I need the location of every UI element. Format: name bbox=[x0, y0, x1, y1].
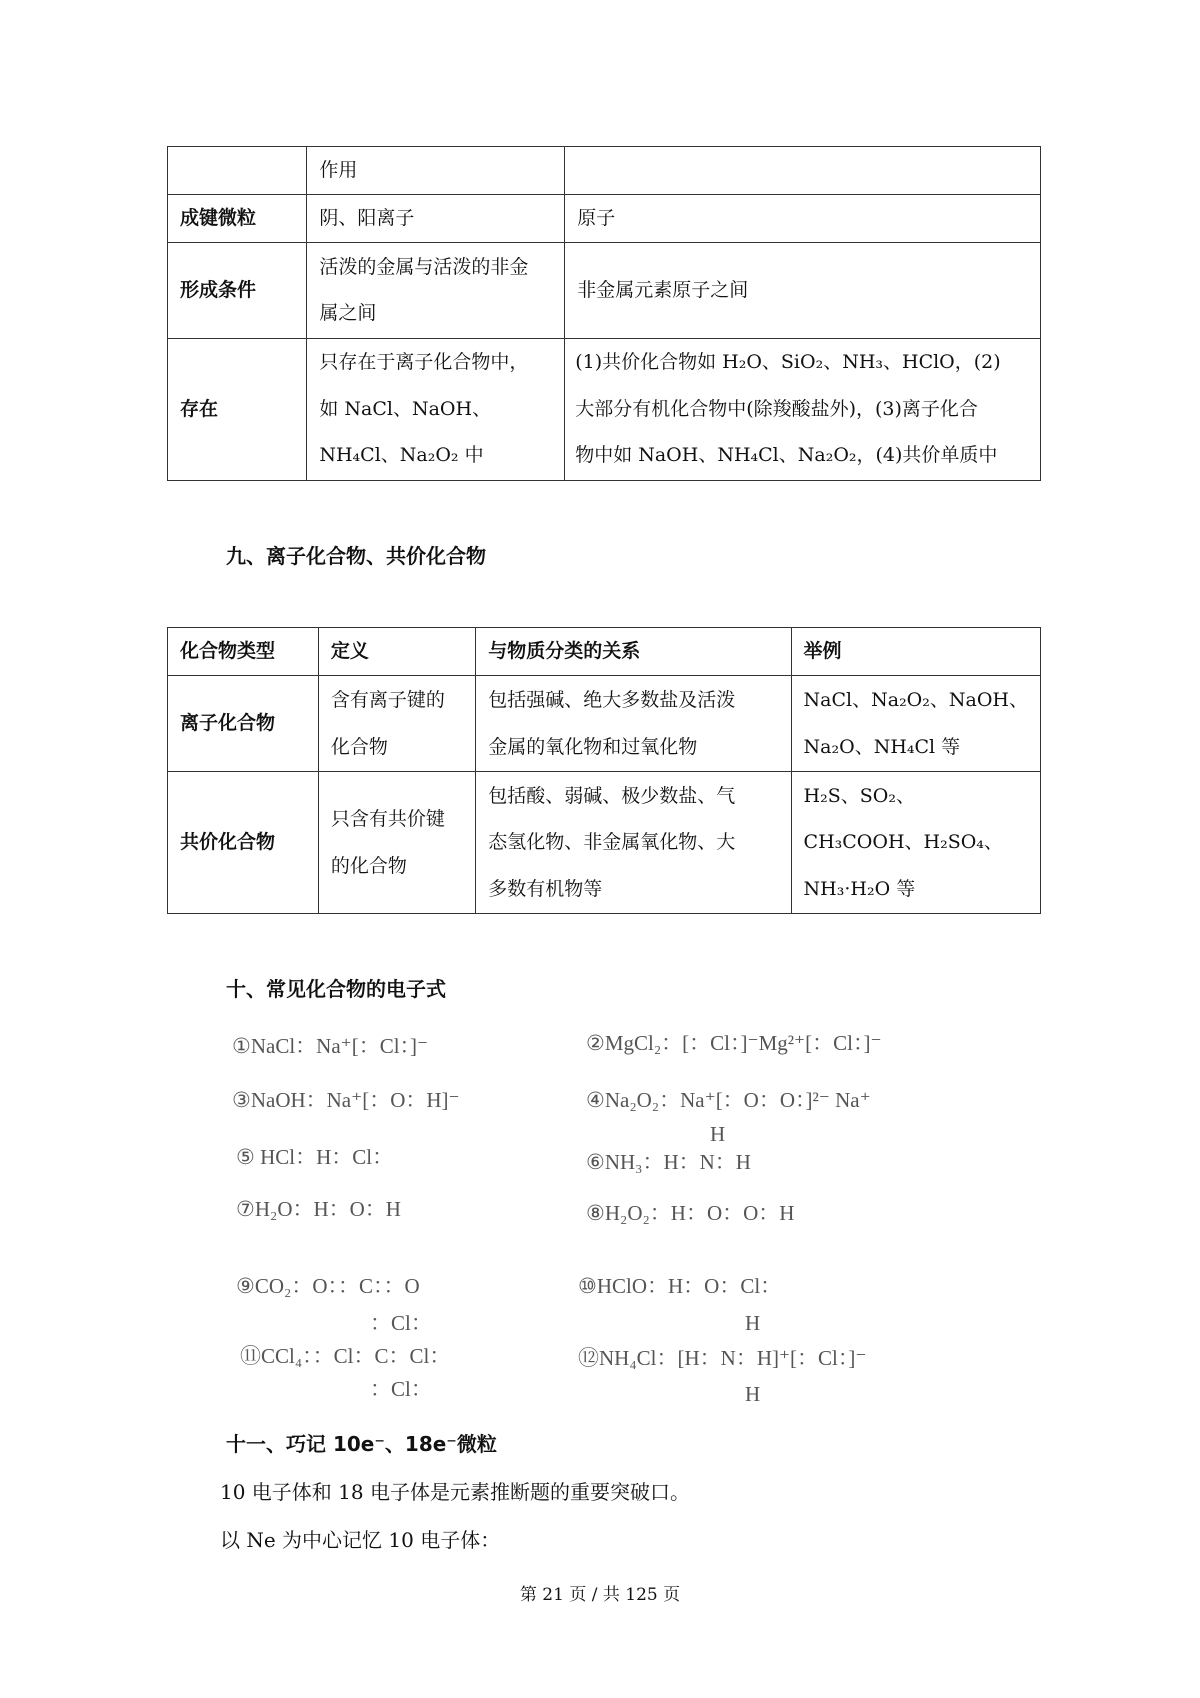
formula-nh3-top: H bbox=[710, 1122, 726, 1146]
formula-nacl: ①NaCl：Na⁺[：Cl：]⁻ bbox=[232, 1034, 429, 1058]
cell-line: Na₂O、NH₄Cl 等 bbox=[803, 735, 961, 758]
cell-line: 多数有机物等 bbox=[488, 877, 603, 900]
formula-na2o2: ④Na₂O₂：Na⁺[：O：O：]²⁻ Na⁺ bbox=[586, 1088, 871, 1112]
cell-line: 如 NaCl、NaOH、 bbox=[319, 397, 492, 420]
column-header: 与物质分类的关系 bbox=[476, 628, 791, 676]
cell-line: NH₃·H₂O 等 bbox=[803, 877, 916, 900]
cell-line: 态氢化物、非金属氧化物、大 bbox=[488, 831, 736, 854]
formula-ccl4-top: ：Cl： bbox=[370, 1311, 432, 1335]
paragraph: 10 电子体和 18 电子体是元素推断题的重要突破口。 bbox=[220, 1480, 690, 1504]
row-header: 成键微粒 bbox=[168, 194, 307, 242]
column-header: 举例 bbox=[791, 628, 1040, 676]
table-cell: 作用 bbox=[307, 147, 565, 195]
formula-naoh: ③NaOH：Na⁺[：O：H]⁻ bbox=[232, 1088, 460, 1112]
column-header: 化合物类型 bbox=[168, 628, 319, 676]
cell-line: 只存在于离子化合物中， bbox=[319, 351, 529, 374]
cell-line: H₂S、SO₂、 bbox=[803, 784, 915, 807]
row-header: 形成条件 bbox=[168, 242, 307, 338]
formula-hclo: ⑩HClO：H：O：Cl： bbox=[578, 1274, 782, 1298]
formula-nh4cl: ⑫NH₄Cl：[H：N：H]⁺[：Cl：]⁻ bbox=[578, 1346, 867, 1370]
section-heading: 十一、巧记 10e⁻、18e⁻微粒 bbox=[226, 1432, 497, 1456]
cell-line: 包括强碱、绝大多数盐及活泼 bbox=[488, 688, 736, 711]
cell-line: 只含有共价键 bbox=[330, 807, 445, 830]
cell-line: NH₄Cl、Na₂O₂ 中 bbox=[319, 444, 484, 467]
table-cell: 非金属元素原子之间 bbox=[565, 242, 1041, 338]
section-heading: 十、常见化合物的电子式 bbox=[226, 977, 446, 1001]
page-footer: 第 21 页 / 共 125 页 bbox=[519, 1585, 681, 1605]
cell-line: 含有离子键的 bbox=[330, 688, 445, 711]
cell-line: 金属的氧化物和过氧化物 bbox=[488, 735, 698, 758]
cell-line: 大部分有机化合物中(除羧酸盐外)，(3)离子化合 bbox=[575, 397, 978, 420]
formula-co2: ⑨CO₂：O：：C：：O bbox=[236, 1274, 420, 1298]
row-header: 离子化合物 bbox=[168, 676, 319, 772]
formula-nh4cl-bottom: H bbox=[745, 1382, 761, 1406]
table-cell: 原子 bbox=[565, 194, 1041, 242]
cell-line: 的化合物 bbox=[330, 854, 407, 877]
paragraph: 以 Ne 为中心记忆 10 电子体： bbox=[220, 1528, 501, 1552]
row-header: 共价化合物 bbox=[168, 772, 319, 914]
table-cell: 阴、阳离子 bbox=[307, 194, 565, 242]
cell-line: CH₃COOH、H₂SO₄、 bbox=[803, 831, 1003, 854]
cell-line: 属之间 bbox=[319, 302, 377, 325]
cell-line: NaCl、Na₂O₂、NaOH、 bbox=[803, 688, 1028, 711]
column-header: 定义 bbox=[318, 628, 475, 676]
section-heading: 九、离子化合物、共价化合物 bbox=[226, 544, 486, 568]
formula-ccl4-bottom: ：Cl： bbox=[370, 1377, 432, 1401]
formula-h2o: ⑦H₂O：H：O：H bbox=[236, 1197, 401, 1221]
formula-mgcl2: ②MgCl₂：[：Cl：]⁻Mg²⁺[：Cl：]⁻ bbox=[586, 1031, 882, 1055]
cell-line: 活泼的金属与活泼的非金 bbox=[319, 255, 529, 278]
formula-nh3: ⑥NH₃：H：N：H bbox=[586, 1150, 751, 1174]
cell-line: 包括酸、弱碱、极少数盐、气 bbox=[488, 784, 736, 807]
formula-ccl4: ⑪CCl₄：：Cl：C：Cl： bbox=[240, 1344, 451, 1368]
formula-h2o2: ⑧H₂O₂：H：O：O：H bbox=[586, 1201, 795, 1225]
row-header: 存在 bbox=[168, 338, 307, 480]
cell-line: (1)共价化合物如 H₂O、SiO₂、NH₃、HClO，(2) bbox=[575, 351, 1001, 374]
cell-line: 物中如 NaOH、NH₄Cl、Na₂O₂，(4)共价单质中 bbox=[575, 444, 998, 467]
cell-line: 化合物 bbox=[330, 735, 388, 758]
formula-hcl: ⑤ HCl：H：Cl： bbox=[236, 1145, 394, 1169]
formula-nh4cl-top: H bbox=[745, 1311, 761, 1335]
